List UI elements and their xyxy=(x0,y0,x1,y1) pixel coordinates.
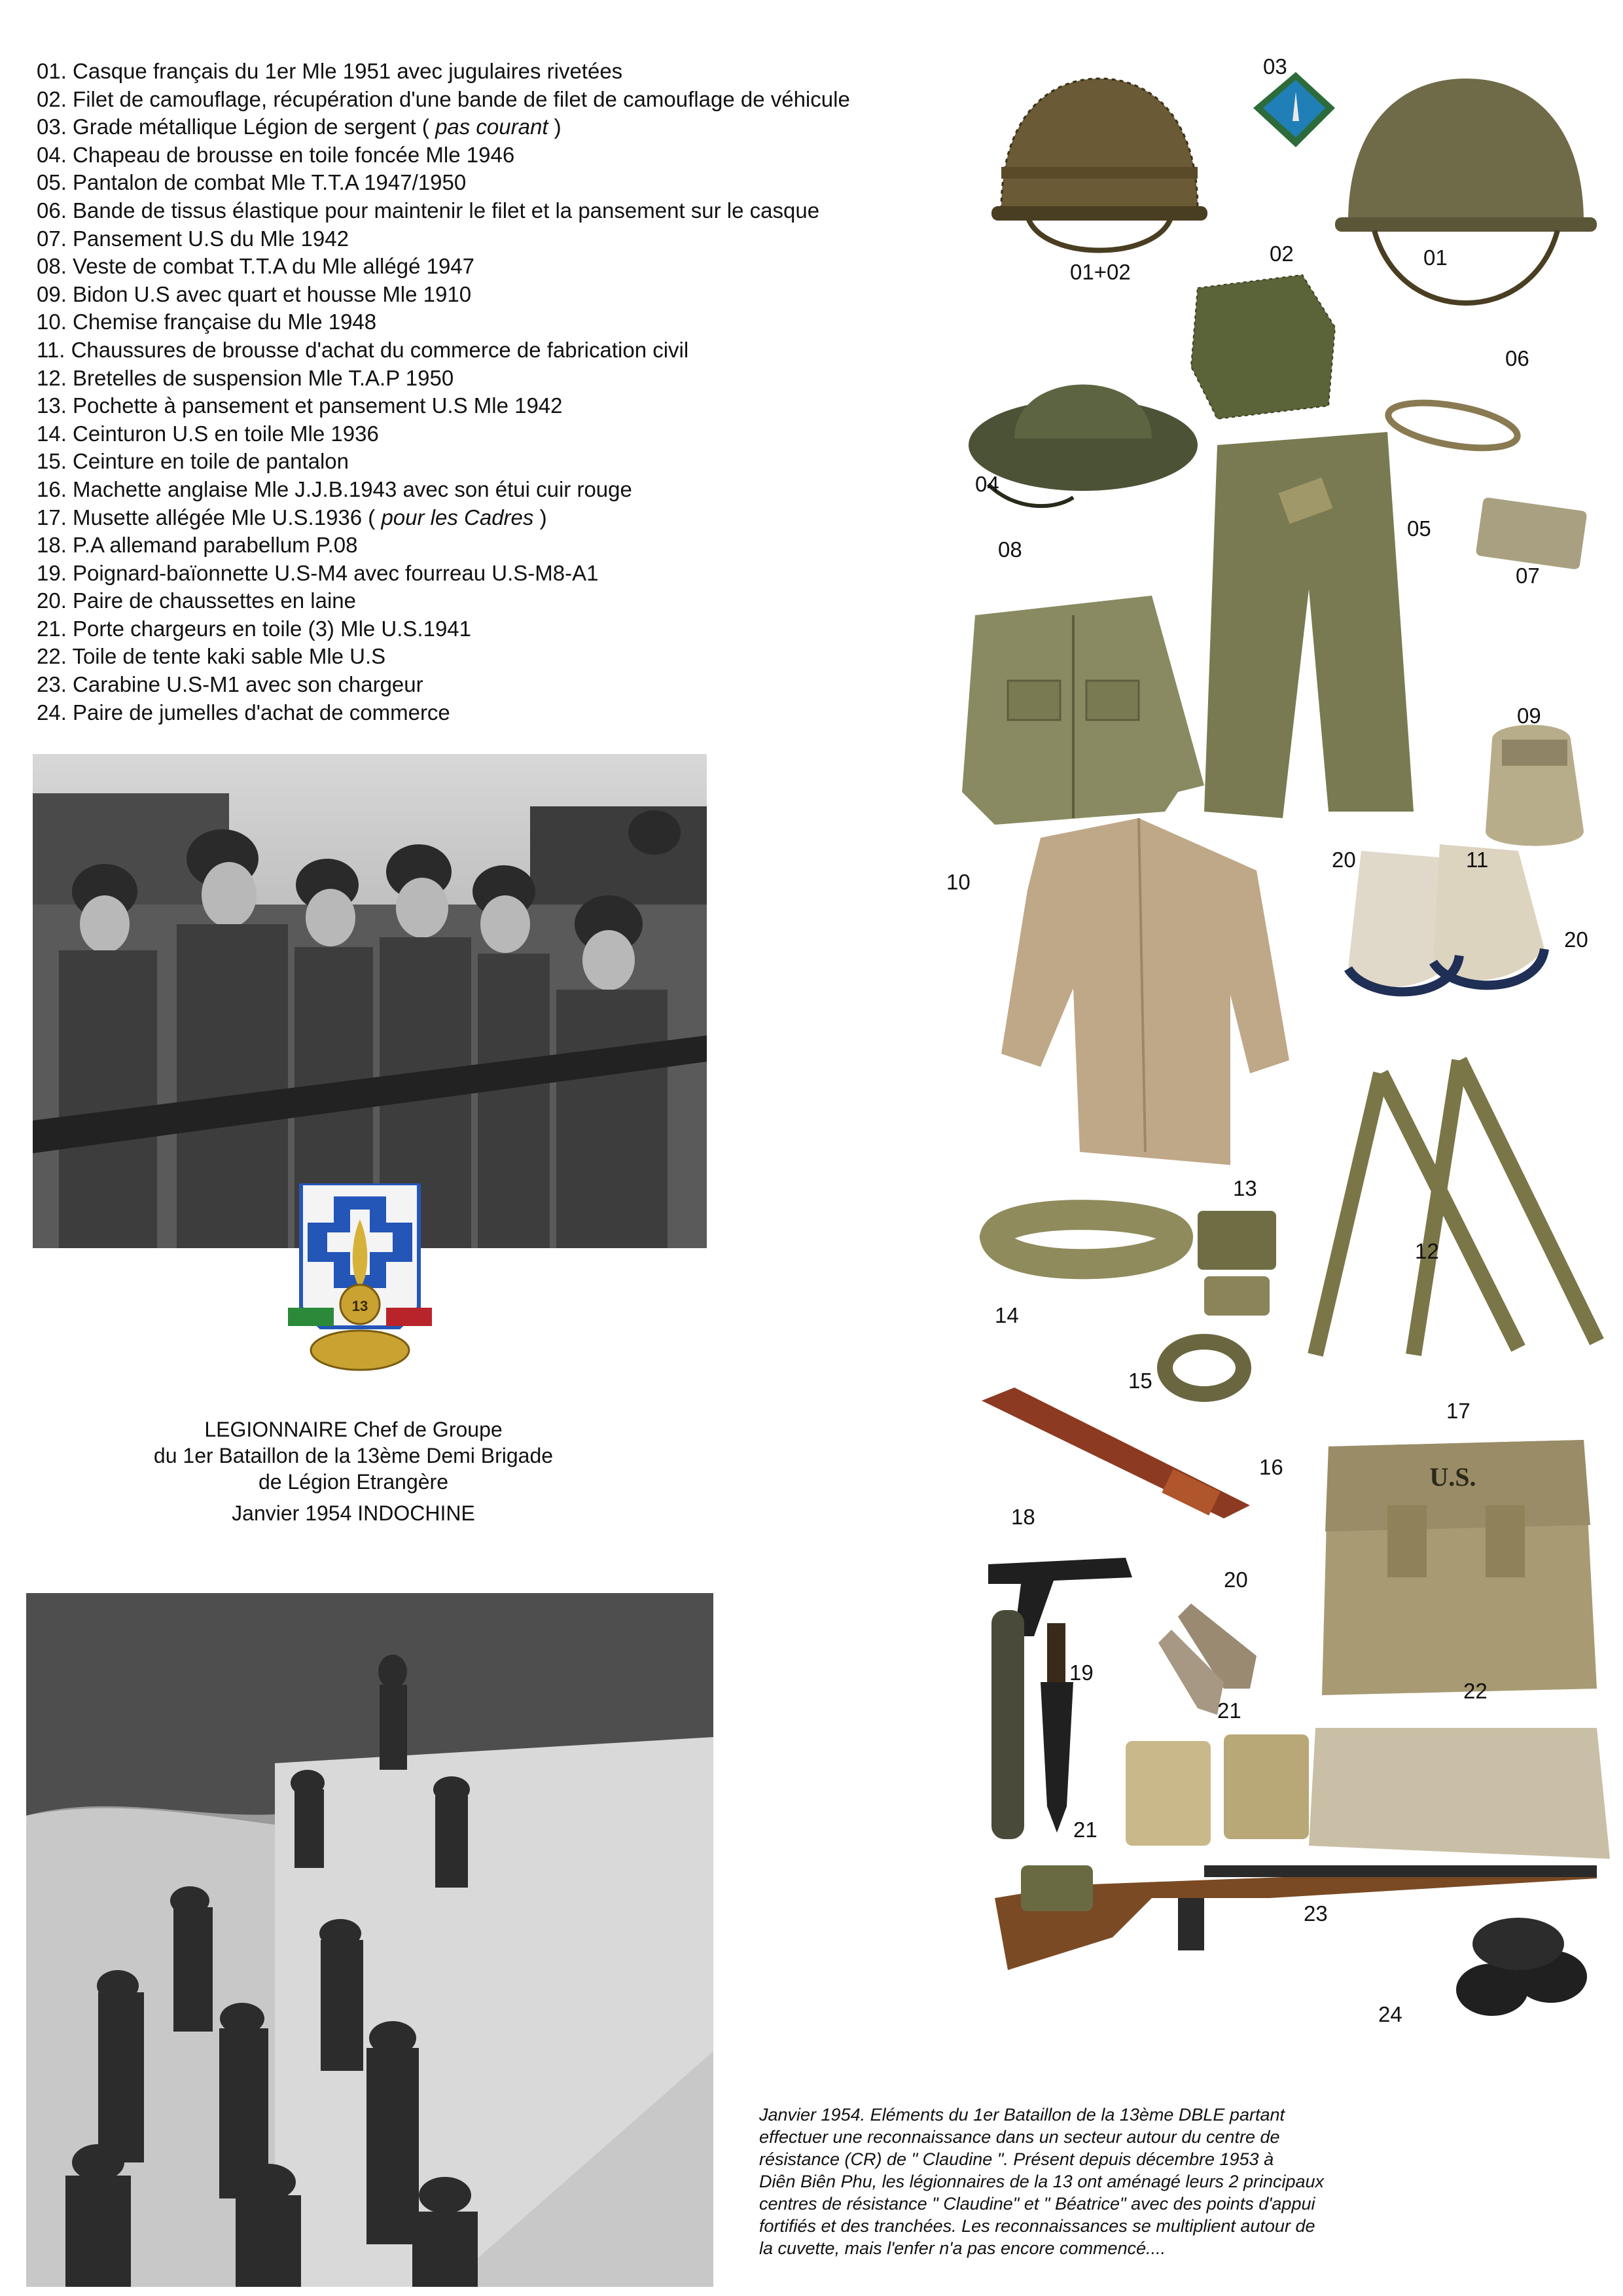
item-text: 15. Ceinture en toile de pantalon xyxy=(37,449,349,474)
item-tail: ) xyxy=(533,505,547,529)
equipment-list-item xyxy=(37,308,953,336)
caption-line-4: Janvier 1954 INDOCHINE xyxy=(232,1501,475,1525)
group-photo-drawing xyxy=(33,754,707,1248)
bayonet-image xyxy=(991,1610,1073,1839)
machete-image xyxy=(982,1388,1250,1518)
equipment-list xyxy=(37,58,953,726)
equipment-list-item xyxy=(37,671,953,699)
equipment-list-item xyxy=(37,476,953,504)
label-11: 11 xyxy=(1466,848,1489,872)
label-21-b: 21 xyxy=(1073,1818,1097,1842)
item-text: 07. Pansement U.S du Mle 1942 xyxy=(37,226,349,251)
label-01-02: 01+02 xyxy=(1070,260,1131,284)
item-text: 02. Filet de camouflage, récupération d'une bande de filet de camouflage de véhicule xyxy=(37,86,850,111)
musette-bag-image xyxy=(1322,1440,1597,1695)
equipment-list-item xyxy=(37,113,953,141)
helmet-with-net-image xyxy=(991,79,1207,251)
binoculars-image xyxy=(1456,1918,1587,2016)
french-helmet-image xyxy=(1335,79,1597,303)
label-14: 14 xyxy=(995,1303,1019,1327)
equipment-list-item xyxy=(37,448,953,476)
label-15: 15 xyxy=(1128,1369,1152,1393)
legionnaire-caption xyxy=(118,1416,589,1526)
label-04: 04 xyxy=(975,472,999,496)
caption-line-3: de Légion Etrangère xyxy=(259,1470,448,1494)
label-08: 08 xyxy=(998,537,1022,562)
item-text: 12. Bretelles de suspension Mle T.A.P 1950 xyxy=(37,365,454,390)
item-text: 14. Ceinturon U.S en toile Mle 1936 xyxy=(37,421,379,446)
note-line-3: résistance (CR) de " Claudine ". Présent depuis décembre 1953 à xyxy=(759,2149,1274,2169)
label-07: 07 xyxy=(1516,564,1540,588)
equipment-list-item xyxy=(37,504,953,532)
canteen-image xyxy=(1486,725,1584,846)
item-text: 17. Musette allégée Mle U.S.1936 ( xyxy=(37,505,382,529)
caption-line-1: LEGIONNAIRE Chef de Groupe xyxy=(204,1418,503,1441)
label-19: 19 xyxy=(1069,1660,1094,1685)
combat-trousers-image xyxy=(1204,432,1414,818)
equipment-list-item xyxy=(37,225,953,253)
item-text: 23. Carabine U.S-M1 avec son chargeur xyxy=(37,672,423,697)
label-22: 22 xyxy=(1463,1679,1488,1703)
note-line-6: fortifiés et des tranchées. Les reconnaissances se multiplient autour de xyxy=(759,2216,1315,2236)
french-shirt-image xyxy=(1001,818,1289,1165)
label-01: 01 xyxy=(1423,245,1448,270)
shelter-half-image xyxy=(1309,1728,1610,1859)
wool-socks-image xyxy=(1158,1604,1257,1715)
item-text: 18. P.A allemand parabellum P.08 xyxy=(37,533,358,558)
patrol-photo xyxy=(26,1593,713,2287)
suspenders-image xyxy=(1315,1060,1597,1355)
item-emphasis: pour les Cadres xyxy=(381,505,534,529)
sergeant-rank-patch-image xyxy=(1253,72,1335,147)
item-text: 22. Toile de tente kaki sable Mle U.S xyxy=(37,644,386,669)
equipment-list-item xyxy=(37,197,953,225)
trouser-belt-image xyxy=(1165,1342,1243,1394)
equipment-list-item xyxy=(37,141,953,170)
equipment-list-item xyxy=(37,560,953,588)
patrol-photo-drawing xyxy=(26,1593,713,2287)
jungle-boots-image xyxy=(1348,844,1544,992)
equipment-list-item xyxy=(37,643,953,671)
equipment-list-item xyxy=(37,336,953,365)
label-23: 23 xyxy=(1304,1901,1328,1926)
label-06: 06 xyxy=(1505,346,1529,370)
equipment-list-item xyxy=(37,587,953,615)
equipment-list-item xyxy=(37,281,953,309)
label-20-c: 20 xyxy=(1224,1568,1248,1592)
equipment-list-item xyxy=(37,531,953,560)
note-line-4: Diên Biên Phu, les légionnaires de la 13 ont aménagé leurs 2 principaux xyxy=(759,2172,1325,2191)
equipment-list-item xyxy=(37,169,953,197)
label-03: 03 xyxy=(1263,54,1287,79)
note-line-5: centres de résistance " Claudine" et " Béatrice" avec des points d'appui xyxy=(759,2194,1315,2214)
item-text: 09. Bidon U.S avec quart et housse Mle 1910 xyxy=(37,281,472,306)
insignia-number: 13 xyxy=(351,1298,368,1314)
13-dble-insignia xyxy=(288,1183,432,1373)
label-16: 16 xyxy=(1259,1455,1283,1479)
first-aid-pouch-image xyxy=(1198,1211,1276,1316)
item-text: 05. Pantalon de combat Mle T.T.A 1947/1950 xyxy=(37,170,467,195)
item-text: 19. Poignard-baïonnette U.S-M4 avec fourreau U.S-M8-A1 xyxy=(37,560,599,585)
bush-hat-image xyxy=(969,385,1198,507)
patrol-note xyxy=(759,2104,1446,2259)
legionnaires-group-photo xyxy=(33,754,707,1248)
label-21-a: 21 xyxy=(1217,1698,1241,1723)
label-09: 09 xyxy=(1517,704,1541,728)
magazine-pouch-image xyxy=(1126,1734,1309,1846)
item-text: 13. Pochette à pansement et pansement U.S Mle 1942 xyxy=(37,393,563,418)
item-text: 16. Machette anglaise Mle J.J.B.1943 avec son étui cuir rouge xyxy=(37,476,632,501)
label-24: 24 xyxy=(1378,2002,1402,2026)
label-20-b: 20 xyxy=(1564,927,1588,952)
label-17: 17 xyxy=(1446,1399,1471,1423)
label-20-a: 20 xyxy=(1332,848,1356,872)
camouflage-net-image xyxy=(1191,275,1335,419)
item-text: 21. Porte chargeurs en toile (3) Mle U.S.1941 xyxy=(37,616,472,641)
equipment-list-item xyxy=(37,699,953,727)
item-text: 10. Chemise française du Mle 1948 xyxy=(37,310,377,334)
equipment-list-item xyxy=(37,253,953,281)
equipment-list-item xyxy=(37,392,953,420)
equipment-list-item xyxy=(37,86,953,114)
caption-line-2: du 1er Bataillon de la 13ème Demi Brigade xyxy=(153,1444,554,1467)
pistol-belt-image xyxy=(995,1215,1178,1264)
item-emphasis: pas courant xyxy=(435,115,548,139)
item-text: 04. Chapeau de brousse en toile foncée Mle 1946 xyxy=(37,142,515,167)
item-text: 20. Paire de chaussettes en laine xyxy=(37,588,356,613)
label-18: 18 xyxy=(1011,1505,1035,1529)
label-13: 13 xyxy=(1233,1176,1257,1200)
equipment-list-item xyxy=(37,420,953,448)
label-10: 10 xyxy=(946,870,971,894)
elastic-band-image xyxy=(1385,395,1520,456)
bag-stencil-text: U.S. xyxy=(1429,1462,1476,1492)
item-tail: ) xyxy=(548,115,562,139)
equipment-list-item xyxy=(37,365,953,393)
note-line-2: effectuer une reconnaissance dans un secteur autour du centre de xyxy=(759,2127,1280,2147)
equipment-list-item xyxy=(37,615,953,643)
combat-jacket-image xyxy=(962,596,1204,825)
item-text: 01. Casque français du 1er Mle 1951 avec jugulaires rivetées xyxy=(37,59,623,83)
equipment-list-item xyxy=(37,58,953,86)
label-05: 05 xyxy=(1407,516,1431,541)
item-text: 11. Chaussures de brousse d'achat du commerce de fabrication civil xyxy=(37,337,689,362)
label-12: 12 xyxy=(1415,1239,1439,1263)
item-text: 24. Paire de jumelles d'achat de commerce xyxy=(37,700,450,725)
field-dressing-image xyxy=(1476,497,1588,569)
item-text: 06. Bande de tissus élastique pour maintenir le filet et la pansement sur le casque xyxy=(37,198,820,223)
item-text: 03. Grade métallique Légion de sergent ( xyxy=(37,115,436,139)
label-02: 02 xyxy=(1270,242,1294,266)
note-line-7: la cuvette, mais l'enfer n'a pas encore commencé.... xyxy=(759,2238,1166,2258)
note-line-1: Janvier 1954. Eléments du 1er Bataillon de la 13ème DBLE partant xyxy=(759,2105,1285,2125)
item-text: 08. Veste de combat T.T.A du Mle allégé 1947 xyxy=(37,254,475,279)
